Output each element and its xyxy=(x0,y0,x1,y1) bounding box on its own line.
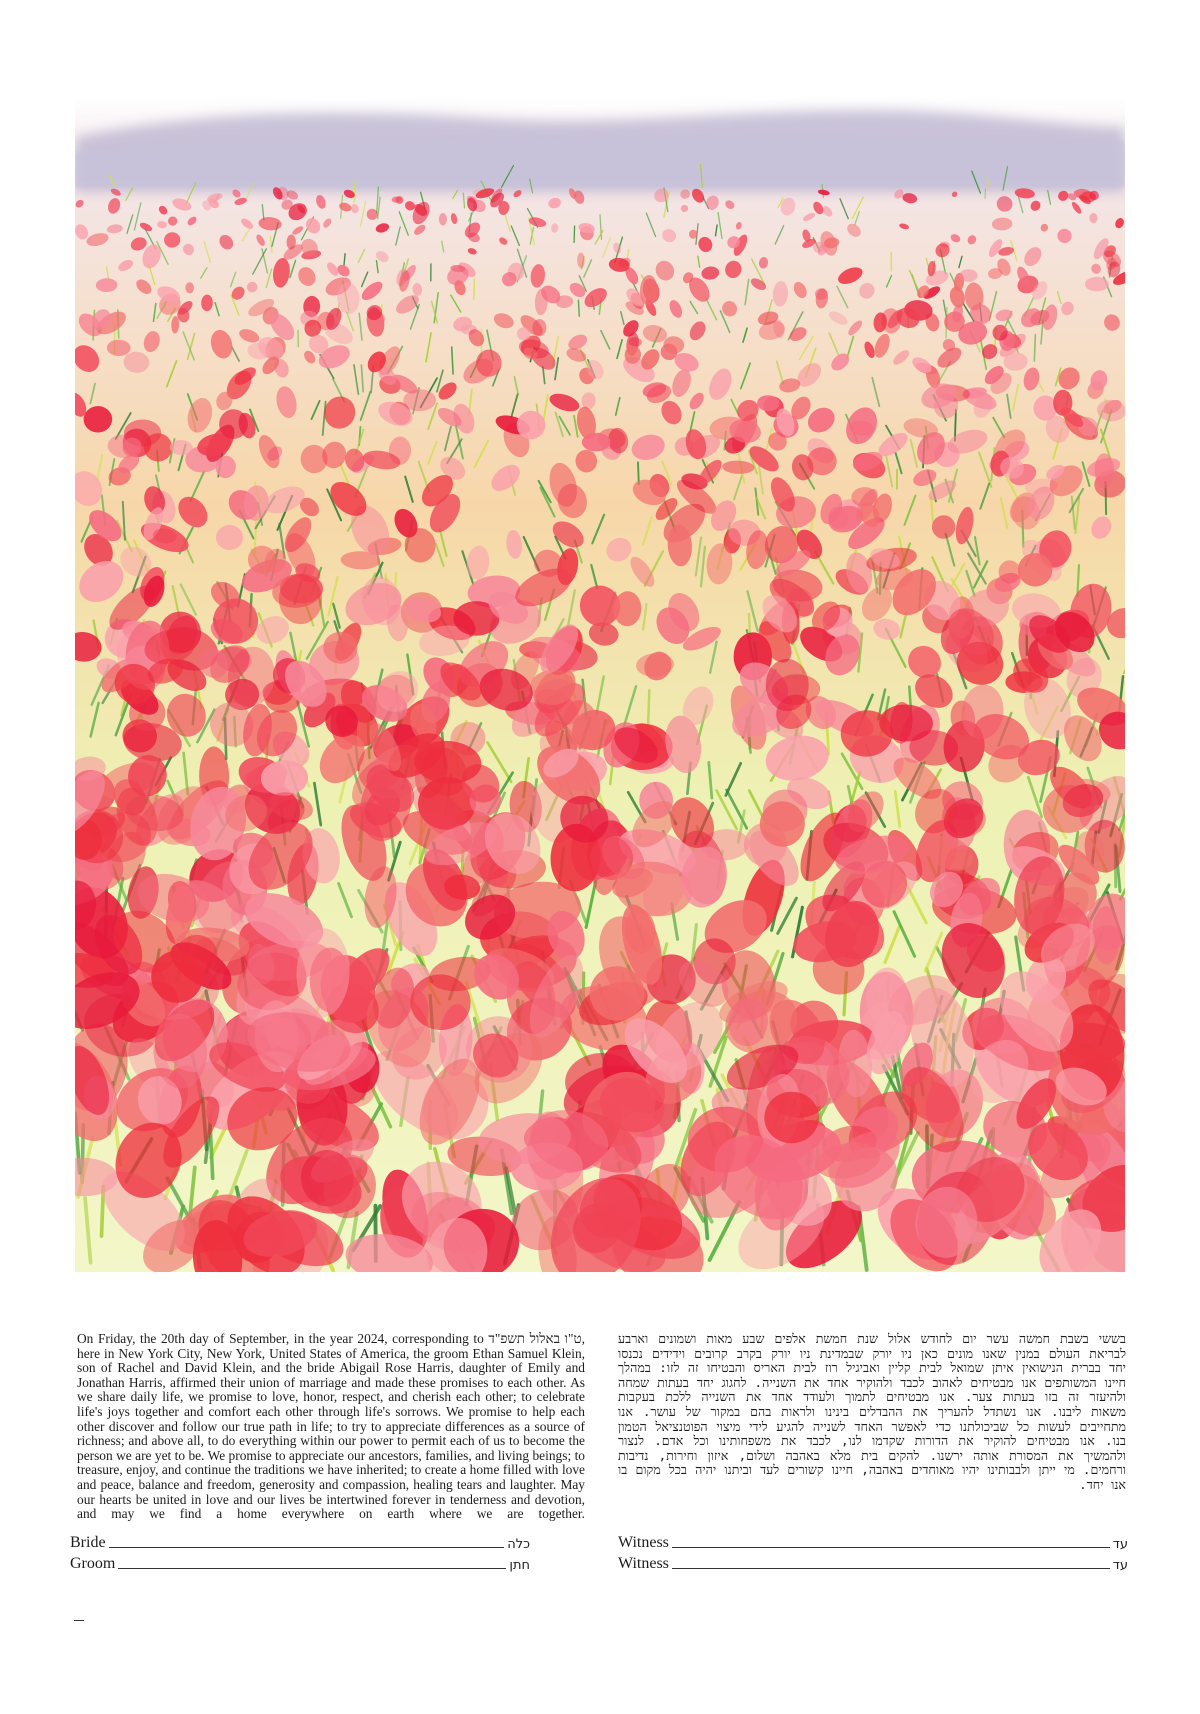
groom-signature-line[interactable] xyxy=(70,1553,530,1573)
grass-stroke xyxy=(1034,335,1035,361)
grass-stroke xyxy=(574,226,575,242)
witness-1-label: Witness xyxy=(618,1534,669,1551)
groom-label: Groom xyxy=(70,1555,116,1572)
witness-2-hebrew-label: עד xyxy=(1112,1558,1128,1573)
poppy-field-watercolor xyxy=(75,97,1125,1272)
signature-rule xyxy=(672,1547,1110,1548)
divider-dash xyxy=(74,1620,84,1621)
witness-1-hebrew-label: עד xyxy=(1112,1537,1128,1552)
bride-hebrew-label: כלה xyxy=(507,1537,530,1552)
bride-signature-line[interactable] xyxy=(70,1532,530,1552)
poppy-blob xyxy=(959,269,977,282)
signature-rule xyxy=(672,1568,1110,1569)
signature-rule xyxy=(118,1568,506,1569)
witness-2-signature-line[interactable] xyxy=(618,1553,1128,1573)
english-ketubah-text: On Friday, the 20th day of September, in the year 2024, corresponding to ט"ו באלול תשפ"ד, here in New York City, New York, United States of America, the groom Ethan Samuel Klein, son of Rachel and David Klein, and the bride Abigail Rose Harris, daughter of Emily and Jonathan Harris, affirmed their union of marriage and made these promises to each other. As we share daily life, we promise to love, honor, respect, and cherish each other; to celebrate life's joys together and comfort each other through life's sorrows. We promise to help each other discover and follow our true path in life; to try to appreciate differences as a source of richness; and above all, to do everything within our power to permit each of us to become the person we are yet to be. We promise to appreciate our ancestors, families, and living beings; to treasure, enjoy, and continue the traditions we have inherited; to create a home filled with love and peace, balance and freedom, generosity and compassion, healing tears and laughter. May our hearts be united in love and our lives be intertwined forever in tenderness and devotion, and may we find a home everywhere on earth where we are together. xyxy=(77,1331,585,1522)
poppy-blob xyxy=(279,574,322,624)
bride-label: Bride xyxy=(70,1534,106,1551)
grass-stroke xyxy=(578,300,579,316)
groom-hebrew-label: חתן xyxy=(509,1558,530,1573)
hebrew-ketubah-text: בששי בשבת חמשה עשר יום לחודש אלול שנת חמשת אלפים שבע מאות ושמונים וארבע לבריאת העולם במנין שאנו מונים כאן ניו יורק שבמדינת ניו יורק בקרב קרובים וידידים נכנסו יחד בברית הנישואין איתן שמואל לבית קליין ואביגיל רוז לבית האריס והבטיחו זה לזו: במהלך חיינו המשותפים אנו מבטיחים לאהוב לכבד ולהוקיר אחד את השנייה. לחגוג יחד בעתות שמחה ולהיעזר זה בזו בעתות צער. אנו מבטיחים לתמוך ולעודד אחד את השנייה ללכת בעקבות משאות ליבנו. אנו נשתדל להעריך את ההבדלים בינינו ולראות בהם במקור של עושר. אנו מתחייבים לעשות כל שביכולתנו כדי לאפשר האחד לשנייה להגיע לידי מיצוי הפוטנציאל הטמון בנו. אנו מבטיחים להוקיר את הדורות שקדמו לנו, לכבד את משפחותינו וכל אדם. לנצור ולהמשיך את המסורת אותה ירשנו. להקים בית מלא באהבה ושלום, איזון וחירות, נדיבות ורחמים. מי ייתן ולבבותינו יהיו מאוחדים באהבה, חיינו קשורים לעד וביתנו יהיה בכל מקום בו אנו יחד. xyxy=(618,1331,1126,1492)
poppy-blob xyxy=(439,213,447,225)
witness-1-signature-line[interactable] xyxy=(618,1532,1128,1552)
witness-2-label: Witness xyxy=(618,1555,669,1572)
grass-stroke xyxy=(474,279,475,299)
signature-rule xyxy=(109,1547,505,1548)
poppy-blob xyxy=(1085,277,1109,291)
poppy-blob xyxy=(532,319,546,336)
